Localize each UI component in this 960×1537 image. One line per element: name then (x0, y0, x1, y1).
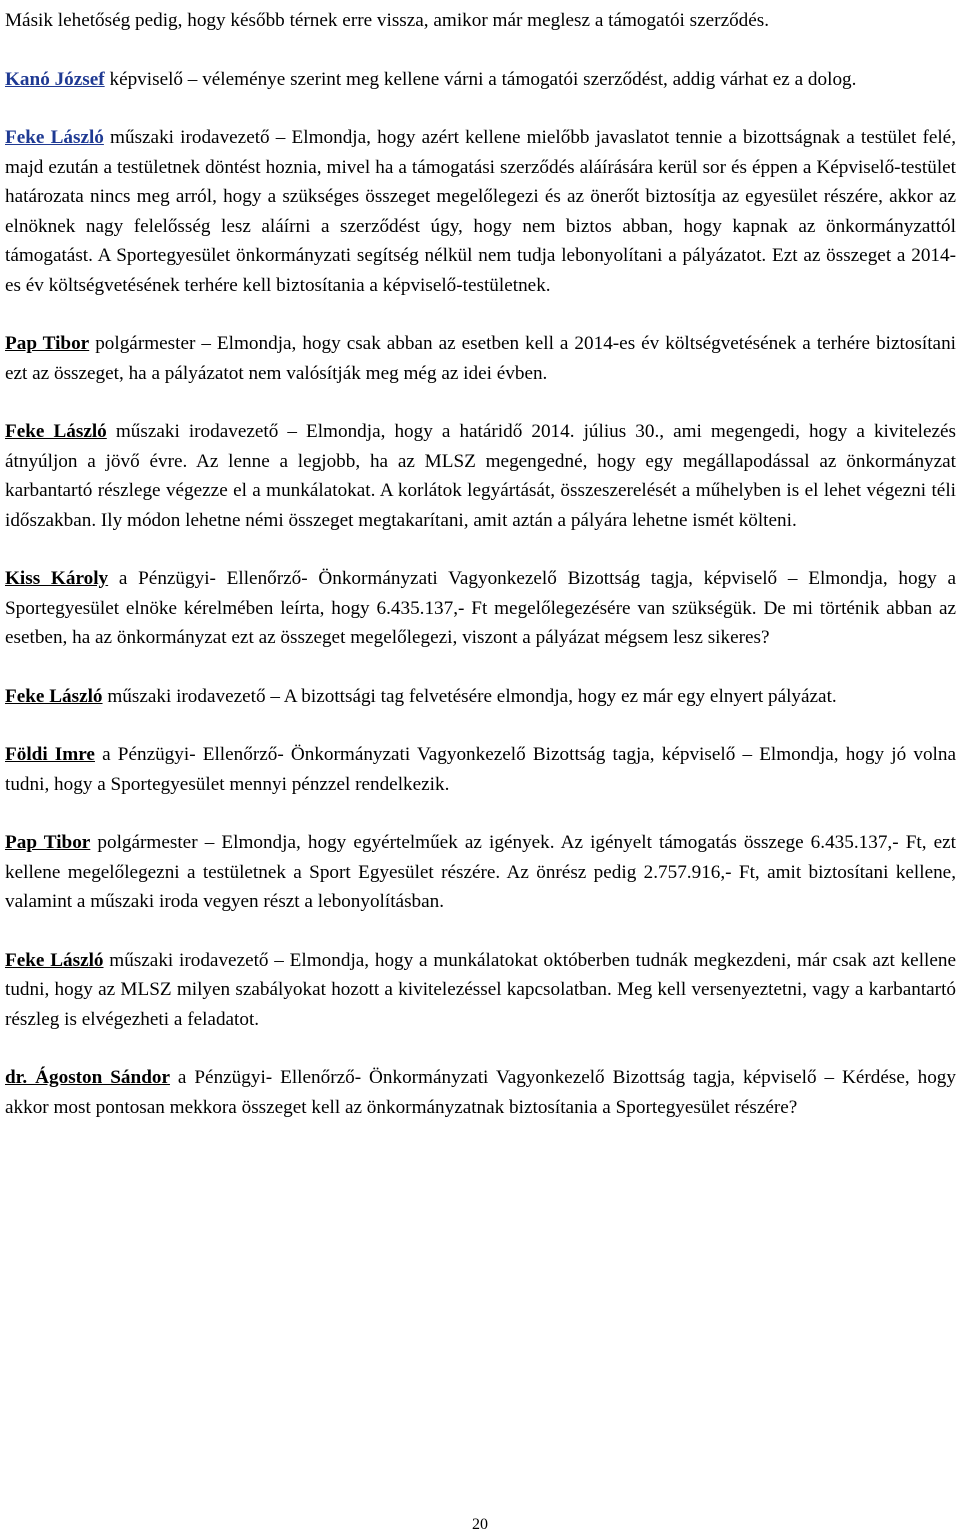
paragraph-feke-laszlo-2 (5, 417, 956, 535)
paragraph-pap-tibor-2 (5, 828, 956, 917)
paragraph-text: műszaki irodavezető – Elmondja, hogy a határidő 2014. július 30., ami megengedi, hogy a kivitelezés átnyúljon a jövő évre. Az lenne a legjobb, ha az MLSZ megengedné, hogy egy megállapodással az önkormányzat karbantartó részlege végezze el a munkálatokat. A korlátok legyártását, összeszerelését a műhelyben is el lehet végezni téli időszakban. Ily módon lehetne némi összeget megtakarítani, amit aztán a pályára lehetne ismét költeni. (5, 421, 956, 531)
speaker-name: dr. Ágoston Sándor (5, 1067, 170, 1088)
speaker-name: Feke László (5, 949, 104, 971)
speaker-name: Pap Tibor (5, 333, 90, 354)
paragraph-agoston-sandor (5, 1063, 956, 1122)
page-number: 20 (472, 1516, 488, 1533)
speaker-name: Feke László (5, 127, 104, 148)
speaker-name: Feke László (5, 685, 103, 707)
paragraph-pap-tibor-1 (5, 329, 956, 388)
paragraph-text: polgármester – Elmondja, hogy csak abban az esetben kell a 2014-es év költségvetésének a terhére biztosítani ezt az összeget, ha a pályázatot nem valósítják meg még az idei évben. (5, 333, 956, 384)
paragraph-text: műszaki irodavezető – A bizottsági tag felvetésére elmondja, hogy ez már egy elnyert pályázat. (102, 685, 837, 707)
speaker-name: Feke László (5, 421, 107, 442)
paragraph-foldi-imre (5, 740, 956, 799)
paragraph-text: a Pénzügyi- Ellenőrző- Önkormányzati Vagyonkezelő Bizottság tagja, képviselő – Elmondja, hogy a Sportegyesület elnöke kérelmében leírta, hogy 6.435.137,- Ft megelőlegezésére van szükségük. De mi történik abban az esetben, ha az önkormányzat ezt az összeget megelőlegezi, viszont a pályázat mégsem lesz sikeres? (5, 568, 956, 648)
document-page (5, 6, 956, 1151)
paragraph-text: műszaki irodavezető – Elmondja, hogy a munkálatokat októberben tudnák megkezdeni, már csak azt kellene tudni, hogy az MLSZ milyen szabályokat hozott a kivitelezéssel kapcsolatban. Meg kell versenyeztetni, vagy a karbantartó részleg is elvégezheti a feladatot. (5, 949, 956, 1030)
paragraph-kano-jozsef (5, 65, 956, 95)
speaker-name: Földi Imre (5, 744, 95, 765)
paragraph-feke-laszlo-1 (5, 123, 956, 300)
paragraph-feke-laszlo-4 (5, 946, 956, 1035)
paragraph-text: képviselő – véleménye szerint meg kellene várni a támogatói szerződést, addig várhat ez a dolog. (104, 68, 857, 90)
paragraph-intro (5, 6, 956, 36)
speaker-name: Pap Tibor (5, 832, 91, 853)
paragraph-kiss-karoly (5, 564, 956, 653)
paragraph-text: a Pénzügyi- Ellenőrző- Önkormányzati Vagyonkezelő Bizottság tagja, képviselő – Elmondja, hogy jó volna tudni, hogy a Sportegyesület mennyi pénzzel rendelkezik. (5, 744, 956, 795)
paragraph-feke-laszlo-3 (5, 682, 956, 712)
speaker-name: Kanó József (5, 68, 105, 90)
speaker-name: Kiss Károly (5, 568, 109, 589)
paragraph-text: műszaki irodavezető – Elmondja, hogy azért kellene mielőbb javaslatot tennie a bizottságnak a testület felé, majd ezután a testületnek döntést hoznia, mivel ha a támogatási szerződés aláírására kerül sor és éppen a Képviselő-testület határozata nincs meg arról, hogy a szükséges összeget megelőlegezi és az önerőt biztosítja az egyesület részére, akkor az elnöknek nagy felelősség lesz aláírni a szerződést úgy, hogy nem biztos abban, hogy kapnak az önkormányzattól támogatást. A Sportegyesület önkormányzati segítség nélkül nem tudja lebonyolítani a pályázatot. Ezt az összeget a 2014-es év költségvetésének terhére kell biztosítania a képviselő-testületnek. (5, 127, 956, 296)
paragraph-text: polgármester – Elmondja, hogy egyértelműek az igények. Az igényelt támogatás összege 6.435.137,- Ft, ezt kellene megelőlegezni a testületnek a Sport Egyesület részére. Az önrész pedig 2.757.916,- Ft, amit biztosítani kellene, valamint a műszaki iroda vegyen részt a lebonyolításban. (5, 832, 956, 912)
paragraph-text: Másik lehetőség pedig, hogy később térnek erre vissza, amikor már meglesz a támogatói szerződés. (5, 10, 770, 31)
paragraph-text: a Pénzügyi- Ellenőrző- Önkormányzati Vagyonkezelő Bizottság tagja, képviselő – Kérdése, hogy akkor most pontosan mekkora összeget kell az önkormányzatnak biztosítania a Sportegyesület részére? (5, 1067, 956, 1118)
